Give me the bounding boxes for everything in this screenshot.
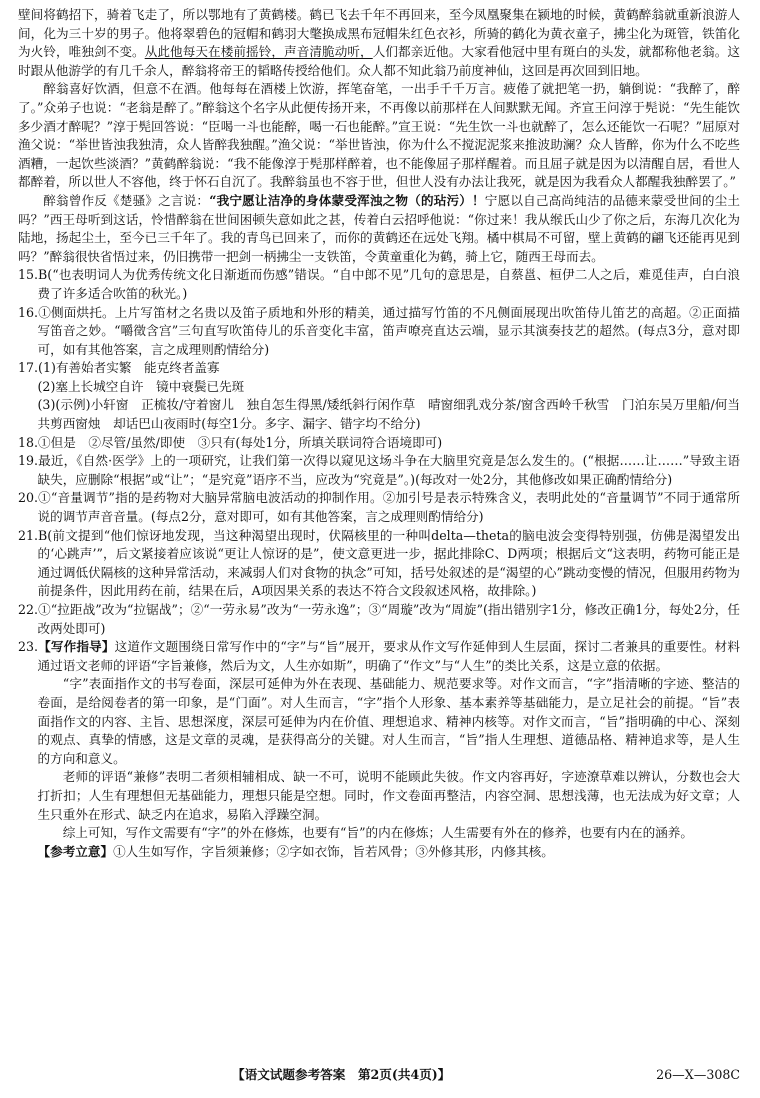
passage-text: 醉翁曾作反《楚骚》之言说： bbox=[43, 192, 210, 208]
answer-text: ①“拉距战”改为“拉锯战”；②“一劳永易”改为“一劳永逸”；③“周璇”改为“周旋”(指出错别字1分，修改正确1分，每处2分，任改两处即可) bbox=[37, 602, 740, 636]
reference-theme-label: 【参考立意】 bbox=[37, 843, 114, 859]
answer-17 bbox=[18, 359, 740, 378]
question-number: 20. bbox=[18, 490, 39, 506]
underlined-sentence: 从此他每天在楼前摇铃，声音清脆动听， bbox=[144, 44, 373, 60]
answer-17-line-3: (3)(示例)小轩窗 正梳妆/守着窗儿 独自怎生得黑/矮纸斜行闲作草 晴窗细乳戏分茶/窗含西岭千秋雪 门泊东吴万里船/何当共剪西窗烛 却话巴山夜雨时(每空1分。多字、漏字、错字均不给分) bbox=[37, 397, 740, 432]
passage-paragraph-1 bbox=[18, 6, 740, 80]
answer-22 bbox=[18, 601, 740, 638]
writing-guide-paragraph-3: 老师的评语“兼修”表明二者须相辅相成、缺一不可，说明不能顾此失彼。作文内容再好，字迹潦草难以辨认，分数也会大打折扣；人生有理想但无基础能力，理想只能是空想。同时，作文卷面再整洁，内容空洞、思想浅薄，也无法成为好文章；人生只重外在形式、缺乏内在追求，易陷入浮躁空洞。 bbox=[37, 769, 740, 822]
reference-theme bbox=[18, 843, 740, 862]
reference-theme-text: ①人生如写作，字旨须兼修；②字如衣饰，旨若风骨；③外修其形，内修其核。 bbox=[113, 843, 554, 859]
answer-text: B(前文提到“他们惊讶地发现，当这种渴望出现时，伏隔核里的一种叫delta—theta的脑电波会变得特别强，仿佛是渴望发出的‘心跳声’”，后文紧接着应该说“更让人惊讶的是”，使文意更进一步，据此排除C、D两项；根据后文“这表明，药物可能正是通过调低伏隔核的这种异常活动，来减弱人们对食物的执念”可知，括号处叙述的是“渴望的心”跳动变慢的情况，但服用药物为前提条件，因此用药在前，结果在后，A项因果关系的表达不符合文段叙述风格，故排除。) bbox=[37, 527, 740, 599]
answer-text: ①但是 ②尽管/虽然/即使 ③只有(每处1分，所填关联词符合语境即可) bbox=[38, 434, 443, 450]
question-number: 19. bbox=[18, 453, 39, 469]
question-number: 18. bbox=[18, 434, 39, 450]
passage-paragraph-3 bbox=[18, 192, 740, 266]
answer-line: (1)有善始者实繁 能克终者盖寡 bbox=[38, 360, 220, 376]
page-body bbox=[18, 6, 740, 861]
writing-guide-label: 【写作指导】 bbox=[38, 639, 115, 655]
question-number: 15. bbox=[18, 267, 39, 283]
answer-17-line-2: (2)塞上长城空自许 镜中衰鬓已先斑 bbox=[37, 378, 245, 394]
passage-text: 壁间将鹤招下，骑着飞走了，所以鄂地有了黄鹤楼。鹤已飞去千年不再回来，至今凤凰聚集在颍地的时候，黄鹤醉翁就重新浪游人间，化为三十岁的男子。他将翠碧色的冠帽和鹤羽大氅换成黑布冠帽朱红色衣衫，所骑的鹤化为黄衣童子，拂尘化为斑管，铁笛化为火铃，唯独剑不变。 bbox=[18, 7, 740, 60]
question-number: 23. bbox=[18, 639, 39, 655]
footer-title: 【语文试题参考答案 第2页(共4页)】 bbox=[232, 1067, 451, 1082]
page-footer bbox=[18, 1066, 740, 1084]
passage-text: 宁愿以自己高尚纯洁的品德来蒙受世间的尘土吗？”西王母听到这话，怜惜醉翁在世间困顿失意如此之甚，传着白云招呼他说：“你过来！我从缑氏山少了你之后，东海几次化为陆地，扬起尘土，至今已三千年了。我的青鸟已回来了，而你的黄鹤还在远处飞翔。橘中棋局不可留，壁上黄鹤的翩飞还能再见到吗？”醉翁很快省悟过来，仍旧携带一把剑一柄拂尘一支铁笛，令黄童重化为鹤，骑上它，随西王母而去。 bbox=[18, 192, 741, 264]
answer-21 bbox=[18, 527, 740, 601]
question-number: 17. bbox=[18, 360, 39, 376]
passage-paragraph-2: 醉翁喜好饮酒，但意不在酒。他每每在酒楼上饮游，挥笔奋笔，一出手千千万言。疲倦了就把笔一扔，躺倒说：“我醉了，醉了。”众弟子也说：“老翁是醉了。”醉翁这个名字从此便传扬开来，不再像以前那样在人间默默无闻。齐宣王问淳于髡说：“先生能饮多少酒才醉呢？”淳于髡回答说：“臣喝一斗也能醉，喝一石也能醉。”宣王说：“先生饮一斗也就醉了，怎么还能饮一石呢？”屈原对渔父说：“举世皆浊我独清，众人皆醉我独醒。”渔父说：“举世皆浊，你为什么不搅泥泥浆来推波助澜？众人皆醉，你为什么不吃些酒糟，一起饮些淡酒？”黄鹤醉翁说：“我不能像淳于髡那样醉着，也不能像屈子那样醒着。而且屈子就是因为以清醒自居，看世人都醉着，所以世人不容他，终于怀石自沉了。我醉翁虽也不容于世，但世人没有办法让我死，就是因为我看众人都醒我独醉罢了。” bbox=[18, 81, 740, 190]
writing-guide-text: 这道作文题围绕日常写作中的“字”与“旨”展开，要求从作文写作延伸到人生层面，探讨二者兼具的重要性。材料通过语文老师的评语“字旨兼修，然后为文，人生亦如斯”，明确了“作文”与“人生”的类比关系，这是立意的依据。 bbox=[37, 639, 740, 673]
answer-19 bbox=[18, 452, 740, 489]
bold-sentence: “我宁愿让洁净的身体蒙受浑浊之物（的玷污）！ bbox=[209, 192, 485, 208]
writing-guide-paragraph-4: 综上可知，写作文需要有“字”的外在修炼，也要有“旨”的内在修炼；人生需要有外在的修养，也要有内在的涵养。 bbox=[62, 825, 693, 841]
answer-text: ①侧面烘托。上片写笛材之名贵以及笛子质地和外形的精美，通过描写竹笛的不凡侧面展现出吹笛侍儿笛艺的高超。②正面描写笛音之妙。“嚼徵含宫”三句直写吹笛侍儿的乐音变化丰富，笛声嘹亮直达云端，显示其演奏技艺的超然。(每点3分，意对即可，如有其他答案，言之成理则酌情给分) bbox=[37, 304, 740, 357]
answer-23 bbox=[18, 638, 740, 675]
question-number: 21. bbox=[18, 527, 39, 543]
answer-text: 最近，《自然·医学》上的一项研究，让我们第一次得以窥见这场斗争在大脑里究竟是怎么发生的。(“根据……让……”导致主语缺失，应删除“根据”或“让”；“是究竟”语序不当，应改为“究竟是”。)(每改对一处2分，其他修改如果正确酌情给分) bbox=[37, 453, 740, 487]
answer-16 bbox=[18, 304, 740, 360]
question-number: 22. bbox=[18, 602, 39, 617]
answer-15 bbox=[18, 266, 740, 303]
answer-text: ①“音量调节”指的是药物对大脑异常脑电波活动的抑制作用。②加引号是表示特殊含义，表明此处的“音量调节”不同于通常所说的调节声音音量。(每点2分，意对即可，如有其他答案，言之成理则酌情给分) bbox=[37, 490, 740, 525]
writing-guide-paragraph-2: “字”表面指作文的书写卷面，深层可延伸为外在表现、基础能力、规范要求等。对作文而言，“字”指清晰的字迹、整洁的卷面，是给阅卷者的第一印象，是“门面”。对人生而言，“字”指个人形象、基本素养等基础能力，是立足社会的前提。“旨”表面指作文的内容、主旨、思想深度，深层可延伸为内在价值、理想追求、精神内核等。对作文而言，“旨”指明确的中心、深刻的观点、真挚的情感，这是文章的灵魂，是获得高分的关键。对人生而言，“旨”指人生理想、道德品格、精神追求等，是人生的方向和意义。 bbox=[37, 676, 740, 766]
answer-18 bbox=[18, 434, 740, 453]
question-number: 16. bbox=[18, 304, 39, 320]
answer-text: B(“也表明词人为优秀传统文化日渐逝而伤感”错误。“自中郎不见”几句的意思是，自蔡邕、桓伊二人之后，难觅佳声，白白浪费了许多适合吹笛的秋光。) bbox=[37, 267, 740, 301]
answer-20 bbox=[18, 489, 740, 526]
footer-code: 26—X—308C bbox=[656, 1067, 740, 1082]
passage-text: 人们都亲近他。大家看他冠中里有斑白的头发，就都称他老翁。这时跟从他游学的有几千余人，醉翁将帝王的韬略传授给他们。众人都不知此翁乃前度神仙，这回是再次回到旧地。 bbox=[18, 44, 741, 78]
